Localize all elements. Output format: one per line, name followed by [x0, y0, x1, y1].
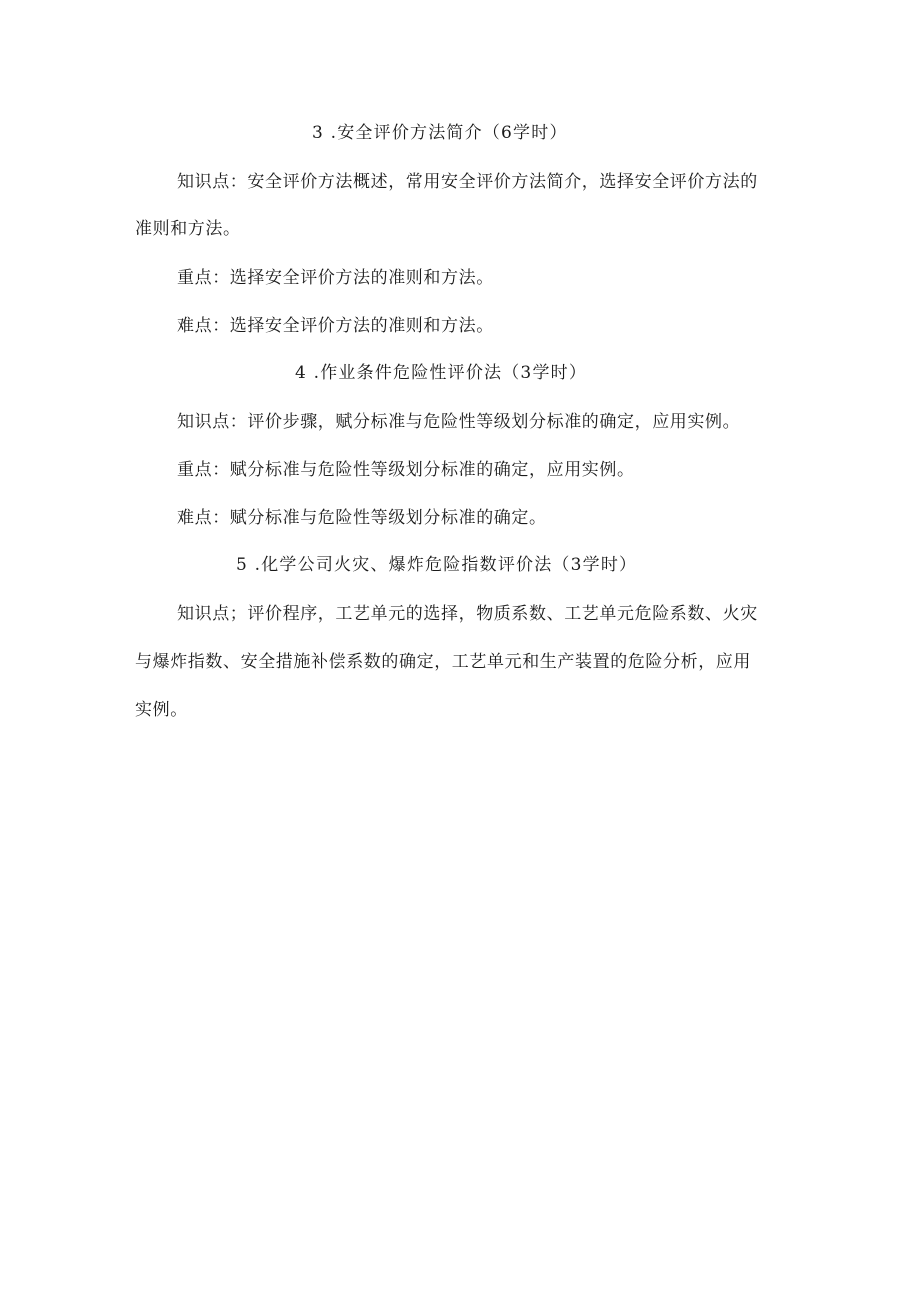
key-point-text: 重点：选择安全评价方法的准则和方法。 [177, 268, 494, 288]
section-heading: 5 .化学公司火灾、爆炸危险指数评价法（3学时） [236, 555, 638, 575]
section-heading: 4 .作业条件危险性评价法（3学时） [295, 363, 588, 383]
knowledge-point-text: 知识点：安全评价方法概述，常用安全评价方法简介，选择安全评价方法的 [177, 172, 758, 192]
knowledge-point-text-continued: 准则和方法。 [135, 219, 241, 239]
difficulty-text: 难点：赋分标准与危险性等级划分标准的确定。 [177, 508, 547, 528]
key-point-text: 重点：赋分标准与危险性等级划分标准的确定，应用实例。 [177, 460, 635, 480]
difficulty-text: 难点：选择安全评价方法的准则和方法。 [177, 316, 494, 336]
knowledge-point-text-continued: 实例。 [135, 700, 188, 720]
knowledge-point-text: 知识点；评价程序，工艺单元的选择，物质系数、工艺单元危险系数、火灾 [177, 604, 758, 624]
knowledge-point-text: 知识点：评价步骤，赋分标准与危险性等级划分标准的确定，应用实例。 [177, 412, 741, 432]
knowledge-point-text-continued: 与爆炸指数、安全措施补偿系数的确定，工艺单元和生产装置的危险分析，应用 [135, 652, 751, 672]
section-heading: 3 .安全评价方法简介（6学时） [312, 123, 568, 143]
